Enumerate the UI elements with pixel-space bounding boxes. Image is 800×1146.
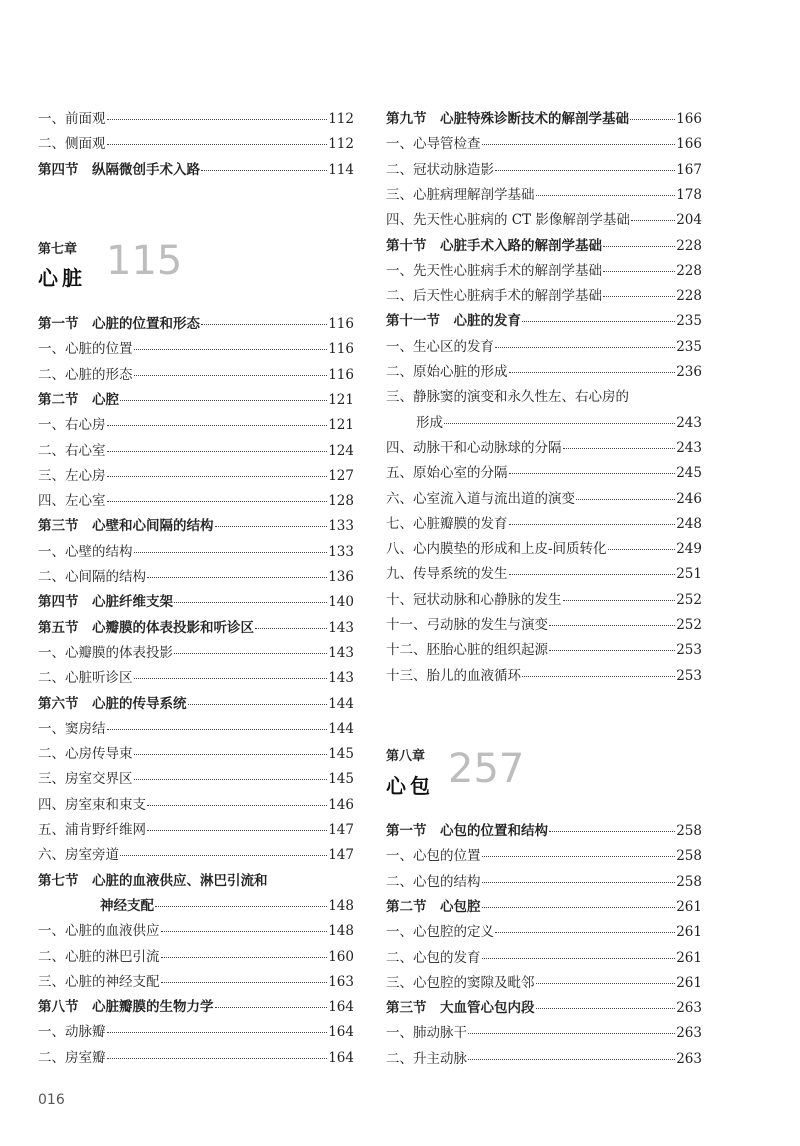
toc-entry-label: 一、心壁的结构: [38, 543, 133, 560]
toc-entry-label: 第一节 心包的位置和结构: [386, 823, 548, 839]
toc-item-entry: [38, 948, 354, 966]
toc-entry-page: 263: [676, 1050, 702, 1067]
toc-entry-page: 204: [676, 212, 702, 229]
toc-section-entry: [38, 897, 354, 915]
toc-item-entry: [386, 616, 702, 634]
toc-entry-page: 116: [328, 316, 354, 332]
dot-leader: [161, 982, 328, 983]
toc-item-entry: [386, 135, 702, 153]
toc-item-entry: [38, 669, 354, 687]
toc-entry-label: 二、心间隔的结构: [38, 569, 146, 585]
dot-leader: [522, 321, 675, 322]
toc-entry-page: 228: [676, 262, 702, 279]
toc-section-entry: [38, 517, 354, 535]
toc-item-entry: [386, 923, 702, 941]
toc-entry-page: 133: [328, 543, 354, 560]
toc-item-entry: [38, 340, 354, 358]
toc-entry-page: 146: [328, 796, 354, 813]
toc-entry-page: 258: [676, 848, 702, 865]
toc-item-entry: [38, 467, 354, 485]
toc-item-entry: [386, 515, 702, 533]
toc-entry-page: 166: [676, 136, 702, 153]
dot-leader: [536, 195, 676, 196]
toc-entry-label: 一、心脏的位置: [38, 341, 133, 358]
toc-entry-label: 二、房室瓣: [38, 1049, 106, 1066]
toc-entry-page: 116: [328, 341, 354, 358]
dot-leader: [201, 170, 327, 171]
toc-entry-label: 二、右心室: [38, 442, 106, 459]
dot-leader: [107, 501, 328, 502]
toc-entry-label: 第九节 心脏特殊诊断技术的解剖学基础: [386, 111, 629, 127]
toc-entry-page: 261: [676, 974, 702, 991]
toc-item-entry: [386, 287, 702, 305]
dot-leader: [495, 347, 675, 348]
toc-entry-label: 一、肺动脉干: [386, 1025, 467, 1042]
toc-item-entry: [386, 464, 702, 482]
toc-entry-page: 148: [328, 897, 354, 914]
dot-leader: [549, 650, 675, 651]
toc-item-entry: [38, 745, 354, 763]
toc-entry-label: 一、心包腔的定义: [386, 924, 494, 941]
toc-entry-label: 三、房室交界区: [38, 771, 133, 788]
dot-leader: [120, 400, 327, 401]
dot-leader: [631, 220, 675, 221]
toc-entry-label: 神经支配: [100, 897, 154, 914]
toc-item-entry: [38, 366, 354, 384]
toc-entry-label: 第六节 心脏的传导系统: [38, 695, 187, 712]
toc-entry-label: 六、心室流入道与流出道的演变: [386, 490, 575, 507]
toc-item-entry: [386, 161, 702, 179]
toc-item-entry: [386, 1050, 702, 1068]
toc-item-entry: [38, 543, 354, 561]
dot-leader: [107, 119, 328, 120]
toc-entry-page: 235: [676, 313, 702, 330]
dot-leader: [522, 676, 675, 677]
toc-entry-label: 六、房室旁道: [38, 847, 119, 864]
dot-leader: [495, 932, 675, 933]
toc-entry-label: 二、后天性心脏病手术的解剖学基础: [386, 288, 602, 305]
toc-entry-page: 258: [676, 873, 702, 890]
toc-entry-label: 二、心脏的形态: [38, 366, 133, 383]
dot-leader: [147, 805, 327, 806]
toc-entry-page: 127: [328, 467, 354, 484]
toc-section-entry: [386, 999, 702, 1017]
dot-leader: [630, 119, 675, 120]
dot-leader: [134, 349, 328, 350]
toc-entry-label: 第二节 心腔: [38, 391, 119, 408]
toc-item-entry: [386, 974, 702, 992]
toc-entry-label: 一、窦房结: [38, 720, 106, 737]
toc-entry-label: 五、浦肯野纤维网: [38, 822, 146, 838]
dot-leader: [107, 476, 328, 477]
dot-leader: [134, 678, 328, 679]
toc-entry-page: 121: [328, 417, 354, 434]
toc-section-entry: [38, 161, 354, 179]
chapter-8-title: 心包: [386, 774, 434, 798]
dot-leader: [161, 957, 328, 958]
dot-leader: [155, 906, 327, 907]
toc-item-entry: [386, 1024, 702, 1042]
toc-entry-page: 163: [328, 973, 354, 990]
toc-entry-label: 十二、胚胎心脏的组织起源: [386, 642, 548, 659]
toc-entry-page: 147: [328, 822, 354, 838]
toc-entry-page: 253: [676, 642, 702, 659]
toc-item-entry: [386, 540, 702, 558]
dot-leader: [509, 372, 676, 373]
dot-leader: [188, 704, 328, 705]
toc-item-entry: [38, 492, 354, 510]
dot-leader: [255, 628, 327, 629]
toc-item-entry: [386, 565, 702, 583]
toc-entry-page: 263: [676, 1000, 702, 1017]
toc-item-entry: [38, 1049, 354, 1067]
dot-leader: [563, 600, 676, 601]
toc-entry-label: 一、前面观: [38, 111, 106, 127]
toc-entry-label: 四、房室束和束支: [38, 796, 146, 813]
dot-leader: [509, 473, 676, 474]
toc-entry-page: 121: [328, 391, 354, 408]
toc-entry-label: 第十节 心脏手术入路的解剖学基础: [386, 237, 602, 254]
toc-item-entry: [38, 644, 354, 662]
toc-entry-label: 一、心脏的血液供应: [38, 923, 160, 940]
toc-item-entry: [38, 416, 354, 434]
toc-section-entry: [38, 695, 354, 713]
toc-item-entry: [386, 211, 702, 229]
toc-entry-page: 261: [676, 924, 702, 941]
dot-leader: [482, 907, 676, 908]
dot-leader: [147, 830, 327, 831]
dot-leader: [134, 375, 328, 376]
toc-item-entry: [386, 363, 702, 381]
toc-entry-label: 七、心脏瓣膜的发育: [386, 515, 508, 532]
toc-entry-page: 144: [328, 695, 354, 712]
toc-entry-page: 145: [328, 771, 354, 788]
dot-leader: [107, 1032, 328, 1033]
page-number: 016: [38, 1092, 65, 1108]
toc-section-entry: [386, 110, 702, 128]
toc-entry-page: 243: [676, 439, 702, 456]
toc-entry-page: 143: [328, 644, 354, 661]
toc-item-entry: [38, 1023, 354, 1041]
dot-leader: [201, 324, 327, 325]
dot-leader: [107, 451, 328, 452]
toc-entry-label: 三、左心房: [38, 467, 106, 484]
toc-entry-label: 十三、胎儿的血液循环: [386, 667, 521, 684]
toc-item-entry: [38, 796, 354, 814]
toc-entry-label: 一、右心房: [38, 417, 106, 434]
toc-entry-label: 形成: [416, 414, 443, 431]
toc-section-entry: [386, 898, 702, 916]
toc-entry-page: 253: [676, 667, 702, 684]
toc-entry-page: 258: [676, 823, 702, 839]
toc-item-entry: [386, 667, 702, 685]
toc-entry-label: 第四节 心脏纤维支架: [38, 594, 173, 611]
dot-leader: [215, 526, 328, 527]
toc-entry-page: 252: [676, 591, 702, 608]
toc-entry-page: 112: [328, 136, 354, 153]
toc-item-entry: [38, 720, 354, 738]
toc-entry-label: 十一、弓动脉的发生与演变: [386, 617, 548, 633]
toc-entry-page: 261: [676, 949, 702, 966]
toc-entry-label: 九、传导系统的发生: [386, 566, 508, 583]
toc-item-entry: [386, 186, 702, 204]
toc-entry-label: 四、先天性心脏病的 CT 影像解剖学基础: [386, 212, 630, 229]
toc-entry-page: 228: [676, 288, 702, 305]
toc-section-entry: [386, 312, 702, 330]
toc-item-entry: [38, 770, 354, 788]
chapter-8-page: 257: [448, 746, 525, 792]
toc-entry-label: 一、心瓣膜的体表投影: [38, 644, 173, 661]
toc-entry-label: 二、冠状动脉造影: [386, 161, 494, 178]
toc-item-entry: [386, 439, 702, 457]
toc-item-entry: [38, 973, 354, 991]
dot-leader: [482, 958, 676, 959]
toc-entry-label: 二、原始心脏的形成: [386, 364, 508, 380]
toc-section-entry: [38, 391, 354, 409]
toc-entry-label: 第三节 心壁和心间隔的结构: [38, 518, 214, 535]
dot-leader: [107, 144, 328, 145]
toc-item-entry: [386, 388, 702, 406]
dot-leader: [549, 625, 675, 626]
toc-item-entry: [386, 338, 702, 356]
dot-leader: [107, 425, 328, 426]
toc-entry-label: 三、心脏病理解剖学基础: [386, 186, 535, 203]
dot-leader: [536, 983, 676, 984]
toc-entry-page: 178: [676, 186, 702, 203]
toc-entry-label: 第七节 心脏的血液供应、淋巴引流和: [38, 872, 268, 889]
toc-entry-page: 128: [328, 493, 354, 510]
toc-item-entry: [38, 821, 354, 839]
toc-entry-label: 二、升主动脉: [386, 1050, 467, 1067]
toc-entry-label: 三、心包腔的窦隙及毗邻: [386, 974, 535, 991]
toc-entry-label: 第三节 大血管心包内段: [386, 1000, 535, 1017]
toc-entry-label: 八、心内膜垫的形成和上皮-间质转化: [386, 541, 607, 558]
dot-leader: [468, 1059, 675, 1060]
toc-entry-page: 148: [328, 923, 354, 940]
toc-item-entry: [38, 110, 354, 128]
toc-entry-page: 245: [676, 465, 702, 482]
toc-entry-page: 114: [328, 161, 354, 178]
toc-item-entry: [38, 442, 354, 460]
toc-entry-page: 145: [328, 746, 354, 763]
toc-entry-page: 133: [328, 518, 354, 535]
toc-entry-label: 五、原始心室的分隔: [386, 465, 508, 482]
toc-section-entry: [38, 593, 354, 611]
toc-item-entry: [386, 490, 702, 508]
dot-leader: [563, 448, 676, 449]
chapter-7-title: 心脏: [38, 266, 86, 290]
dot-leader: [174, 653, 327, 654]
toc-entry-page: 136: [328, 569, 354, 585]
toc-entry-label: 第一节 心脏的位置和形态: [38, 316, 200, 332]
toc-item-entry: [38, 846, 354, 864]
dot-leader: [134, 754, 328, 755]
toc-entry-label: 第八节 心脏瓣膜的生物力学: [38, 999, 214, 1016]
toc-item-entry: [386, 873, 702, 891]
toc-entry-label: 第四节 纵隔微创手术入路: [38, 161, 200, 178]
toc-section-entry: [38, 619, 354, 637]
toc-entry-label: 四、左心室: [38, 493, 106, 510]
toc-entry-label: 一、心包的位置: [386, 848, 481, 865]
toc-entry-page: 261: [676, 898, 702, 915]
toc-item-entry: [386, 262, 702, 280]
toc-section-entry: [38, 872, 354, 890]
dot-leader: [495, 170, 675, 171]
dot-leader: [147, 577, 327, 578]
toc-entry-label: 二、心包的结构: [386, 873, 481, 890]
toc-entry-page: 164: [328, 999, 354, 1016]
toc-entry-page: 116: [328, 366, 354, 383]
dot-leader: [603, 271, 675, 272]
toc-entry-page: 143: [328, 670, 354, 687]
toc-entry-label: 三、心脏的神经支配: [38, 973, 160, 990]
toc-entry-page: 248: [676, 515, 702, 532]
dot-leader: [536, 1008, 676, 1009]
dot-leader: [120, 855, 327, 856]
toc-entry-page: 167: [676, 161, 702, 178]
toc-entry-page: 246: [676, 490, 702, 507]
toc-item-entry: [386, 414, 702, 432]
toc-item-entry: [386, 641, 702, 659]
toc-section-entry: [38, 315, 354, 333]
toc-entry-page: 143: [328, 619, 354, 636]
dot-leader: [107, 1058, 328, 1059]
toc-entry-page: 236: [676, 364, 702, 380]
dot-leader: [482, 856, 676, 857]
toc-entry-label: 一、动脉瓣: [38, 1024, 106, 1041]
toc-entry-page: 166: [676, 111, 702, 127]
toc-entry-label: 二、心包的发育: [386, 949, 481, 966]
toc-entry-page: 164: [328, 1024, 354, 1041]
toc-entry-label: 第五节 心瓣膜的体表投影和听诊区: [38, 619, 254, 636]
toc-entry-label: 二、心脏的淋巴引流: [38, 948, 160, 965]
toc-entry-page: 124: [328, 442, 354, 459]
dot-leader: [482, 882, 676, 883]
toc-entry-page: 243: [676, 414, 702, 431]
toc-item-entry: [38, 135, 354, 153]
dot-leader: [509, 524, 676, 525]
dot-leader: [174, 602, 327, 603]
dot-leader: [161, 931, 328, 932]
toc-entry-page: 112: [328, 111, 354, 127]
toc-entry-label: 三、静脉窦的演变和永久性左、右心房的: [386, 389, 629, 406]
dot-leader: [549, 831, 675, 832]
toc-item-entry: [386, 591, 702, 609]
dot-leader: [509, 574, 676, 575]
toc-entry-label: 第十一节 心脏的发育: [386, 313, 521, 330]
dot-leader: [107, 729, 328, 730]
dot-leader: [134, 552, 328, 553]
dot-leader: [603, 296, 675, 297]
dot-leader: [576, 499, 675, 500]
toc-entry-label: 一、生心区的发育: [386, 338, 494, 355]
toc-entry-label: 十、冠状动脉和心静脉的发生: [386, 591, 562, 608]
toc-entry-label: 第二节 心包腔: [386, 898, 481, 915]
dot-leader: [134, 779, 328, 780]
toc-entry-page: 160: [328, 948, 354, 965]
toc-item-entry: [386, 949, 702, 967]
toc-section-entry: [38, 998, 354, 1016]
toc-item-entry: [38, 922, 354, 940]
chapter-8-label: 第八章: [386, 749, 426, 764]
toc-entry-page: 144: [328, 720, 354, 737]
toc-entry-page: 140: [328, 594, 354, 611]
dot-leader: [608, 549, 676, 550]
toc-entry-label: 二、侧面观: [38, 136, 106, 153]
toc-item-entry: [386, 847, 702, 865]
toc-entry-page: 228: [676, 237, 702, 254]
toc-item-entry: [38, 568, 354, 586]
toc-entry-page: 164: [328, 1049, 354, 1066]
dot-leader: [603, 246, 675, 247]
toc-entry-page: 249: [676, 541, 702, 558]
toc-entry-label: 一、心导管检查: [386, 136, 481, 153]
dot-leader: [215, 1007, 328, 1008]
toc-entry-label: 二、心房传导束: [38, 746, 133, 763]
chapter-7-label: 第七章: [38, 242, 78, 257]
dot-leader: [482, 144, 676, 145]
toc-entry-label: 二、心脏听诊区: [38, 670, 133, 687]
toc-entry-label: 四、动脉干和心动脉球的分隔: [386, 439, 562, 456]
toc-section-entry: [386, 237, 702, 255]
toc-entry-page: 252: [676, 617, 702, 633]
dot-leader: [444, 423, 675, 424]
toc-entry-page: 251: [676, 566, 702, 583]
toc-entry-page: 263: [676, 1025, 702, 1042]
toc-entry-page: 235: [676, 338, 702, 355]
chapter-7-page: 115: [106, 238, 183, 284]
toc-entry-label: 一、先天性心脏病手术的解剖学基础: [386, 262, 602, 279]
dot-leader: [468, 1033, 675, 1034]
toc-entry-page: 147: [328, 847, 354, 864]
toc-section-entry: [386, 822, 702, 840]
